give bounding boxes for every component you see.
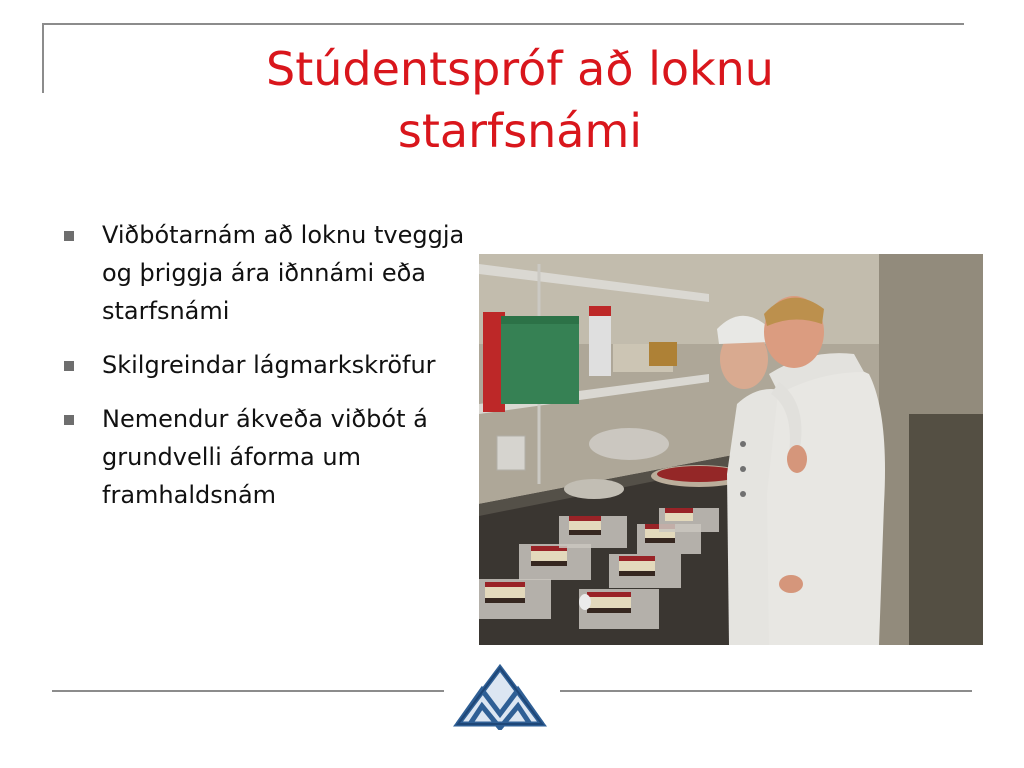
square-bullet-icon	[64, 231, 74, 241]
bullet-list	[62, 216, 472, 530]
footer-line-right	[560, 690, 972, 692]
bullet-text: Nemendur ákveða viðbót á grundvelli áforma um framhaldsnám	[102, 405, 428, 509]
slide-title	[80, 38, 960, 162]
bullet-item	[62, 400, 472, 514]
kitchen-photo-illustration	[479, 254, 983, 645]
bullet-item	[62, 216, 472, 330]
bullet-text: Skilgreindar lágmarkskröfur	[102, 351, 436, 379]
square-bullet-icon	[64, 361, 74, 371]
title-line-2: starfsnámi	[397, 104, 643, 158]
bullet-text: Viðbótarnám að loknu tveggja og þriggja ára iðnnámi eða starfsnámi	[102, 221, 465, 325]
frame-top-line	[42, 23, 964, 25]
kitchen-photo	[479, 254, 983, 645]
school-logo-icon	[452, 662, 548, 730]
footer-line-left	[52, 690, 444, 692]
frame-left-line	[42, 23, 44, 93]
square-bullet-icon	[64, 415, 74, 425]
bullet-item	[62, 346, 472, 384]
title-line-1: Stúdentspróf að loknu	[266, 42, 774, 96]
